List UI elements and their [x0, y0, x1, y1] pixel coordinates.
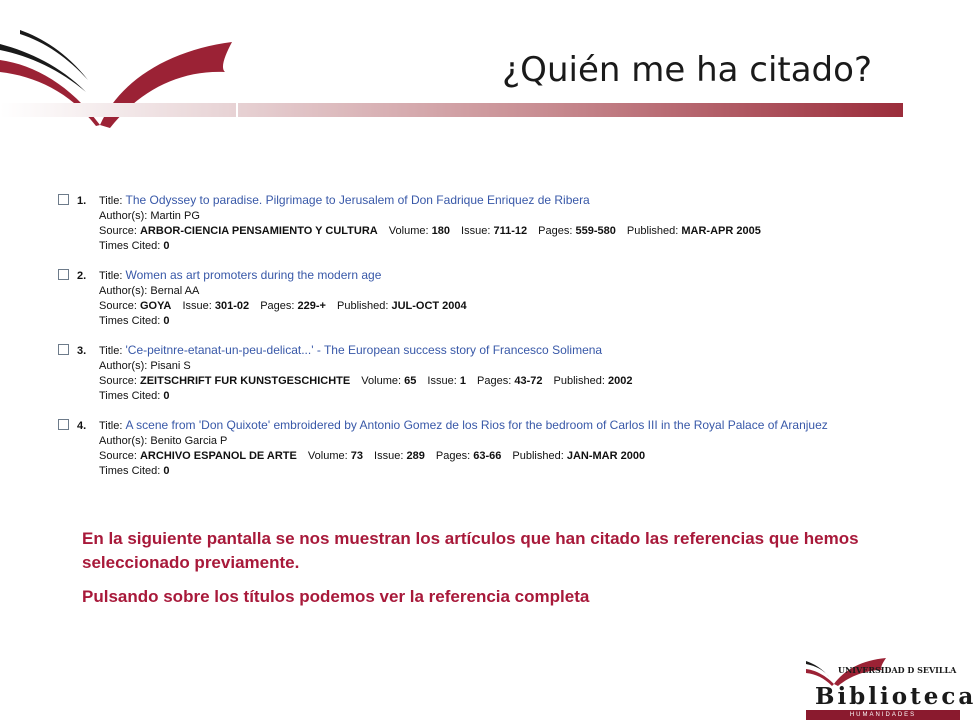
record-source: GOYA [139, 300, 172, 312]
result-record-2 [58, 268, 938, 343]
issue-label: Issue: [427, 375, 457, 387]
record-issue: 289 [406, 450, 425, 462]
record-times-cited: 0 [163, 390, 170, 402]
authors-label: Author(s): [99, 210, 148, 222]
record-title-link[interactable]: The Odyssey to paradise. Pilgrimage to Jerusalem of Don Fadrique Enriquez de Ribera [125, 193, 590, 207]
record-checkbox[interactable] [58, 419, 69, 430]
source-label: Source: [99, 225, 137, 237]
explanation-note [82, 527, 862, 619]
title-label: Title: [99, 270, 123, 282]
record-published: 2002 [607, 375, 633, 387]
record-times-cited: 0 [163, 315, 170, 327]
times-cited-label: Times Cited: [99, 465, 161, 477]
issue-label: Issue: [182, 300, 212, 312]
issue-label: Issue: [374, 450, 404, 462]
record-published: JUL-OCT 2004 [391, 300, 467, 312]
record-details [99, 343, 632, 404]
pages-label: Pages: [477, 375, 512, 387]
times-cited-label: Times Cited: [99, 390, 161, 402]
authors-label: Author(s): [99, 285, 148, 297]
record-pages: 63-66 [473, 450, 502, 462]
university-name: UNIVERSIDAD D SEVILLA [838, 665, 957, 675]
record-number: 1. [77, 195, 87, 207]
result-record-4 [58, 418, 938, 493]
record-authors: Benito Garcia P [150, 435, 228, 447]
volume-label: Volume: [361, 375, 402, 387]
result-record-3 [58, 343, 938, 418]
authors-label: Author(s): [99, 360, 148, 372]
record-authors: Martin PG [150, 210, 200, 222]
record-details [99, 193, 761, 254]
source-label: Source: [99, 375, 137, 387]
issue-label: Issue: [461, 225, 491, 237]
times-cited-label: Times Cited: [99, 315, 161, 327]
times-cited-label: Times Cited: [99, 240, 161, 252]
record-volume: 180 [431, 225, 450, 237]
record-details [99, 268, 467, 329]
pages-label: Pages: [538, 225, 573, 237]
record-number: 2. [77, 270, 87, 282]
record-issue: 301-02 [214, 300, 250, 312]
authors-label: Author(s): [99, 435, 148, 447]
title-underline-bar [0, 103, 903, 117]
published-label: Published: [553, 375, 605, 387]
source-label: Source: [99, 450, 137, 462]
note-line-1: En la siguiente pantalla se nos muestran los artículos que han citado las referencias que hemos seleccionado previamente. [82, 529, 859, 572]
title-label: Title: [99, 420, 123, 432]
pages-label: Pages: [260, 300, 295, 312]
record-title-link[interactable]: Women as art promoters during the modern age [125, 268, 382, 282]
slide-title: ¿Quién me ha citado? [502, 50, 872, 90]
record-published: JAN-MAR 2000 [566, 450, 646, 462]
record-times-cited: 0 [163, 240, 170, 252]
record-volume: 65 [404, 375, 417, 387]
record-issue: 1 [459, 375, 466, 387]
record-issue: 711-12 [493, 225, 528, 237]
record-source: ARBOR-CIENCIA PENSAMIENTO Y CULTURA [139, 225, 378, 237]
record-pages: 229-+ [297, 300, 326, 312]
published-label: Published: [337, 300, 389, 312]
record-title-link[interactable]: A scene from 'Don Quixote' embroidered by Antonio Gomez de los Rios for the bedroom of Carlos III in the Royal Palace of Aranjuez [125, 418, 828, 432]
note-line-2: Pulsando sobre los títulos podemos ver la referencia completa [82, 587, 590, 606]
pages-label: Pages: [435, 450, 471, 462]
title-label: Title: [99, 345, 123, 357]
record-source: ZEITSCHRIFT FUR KUNSTGESCHICHTE [139, 375, 351, 387]
record-number: 3. [77, 345, 87, 357]
record-authors: Pisani S [150, 360, 191, 372]
published-label: Published: [512, 450, 564, 462]
source-label: Source: [99, 300, 137, 312]
published-label: Published: [626, 225, 679, 237]
result-record-1 [58, 193, 938, 268]
record-source: ARCHIVO ESPANOL DE ARTE [139, 450, 297, 462]
section-name: HUMANIDADES [849, 712, 917, 718]
library-name: Biblioteca [815, 683, 976, 710]
record-published: MAR-APR 2005 [681, 225, 761, 237]
record-times-cited: 0 [163, 465, 170, 477]
record-checkbox[interactable] [58, 344, 69, 355]
record-volume: 73 [350, 450, 363, 462]
record-details [99, 418, 828, 479]
record-pages: 43-72 [514, 375, 543, 387]
record-checkbox[interactable] [58, 269, 69, 280]
record-checkbox[interactable] [58, 194, 69, 205]
title-bar-separator [236, 103, 238, 117]
search-results-list [58, 193, 938, 493]
record-pages: 559-580 [575, 225, 616, 237]
record-title-link[interactable]: 'Ce-peitnre-etanat-un-peu-delicat...' - The European success story of Francesco Solimena [125, 343, 603, 357]
volume-label: Volume: [388, 225, 429, 237]
title-label: Title: [99, 195, 123, 207]
volume-label: Volume: [307, 450, 348, 462]
record-number: 4. [77, 420, 87, 432]
record-authors: Bernal AA [150, 285, 200, 297]
